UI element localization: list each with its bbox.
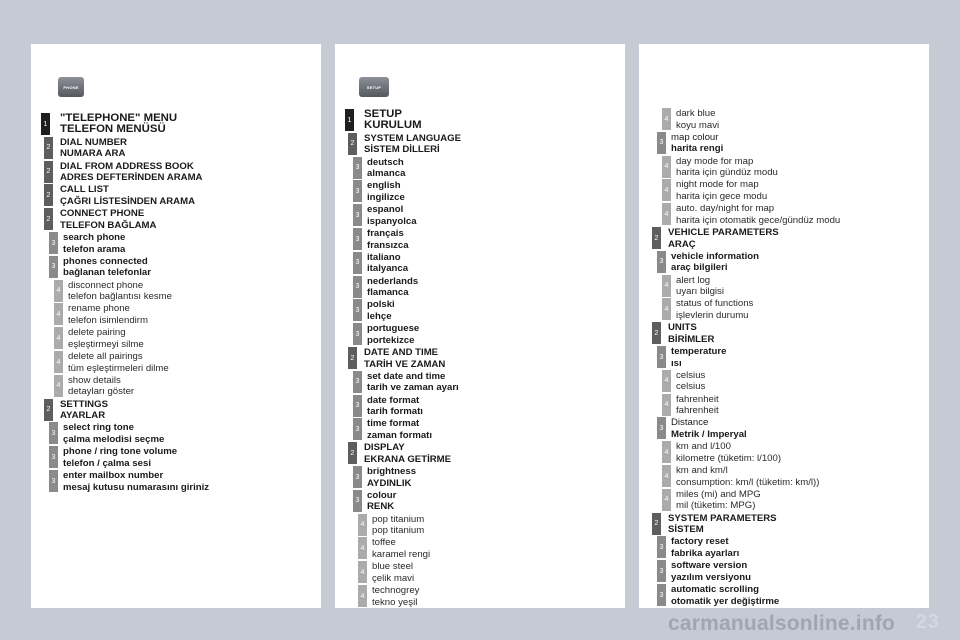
menu-entry-text — [676, 370, 705, 393]
level-badge: 3 — [353, 252, 362, 274]
menu-entry-text — [60, 137, 127, 160]
menu-entry-label: nederlands — [367, 275, 419, 287]
level-badge: 4 — [662, 489, 671, 511]
menu-entry-translation: ispanyolca — [367, 215, 417, 227]
phone-key-icon: PHONE — [58, 77, 84, 97]
menu-entry-text — [364, 133, 461, 156]
level-badge: 4 — [662, 156, 671, 178]
menu-entry-label: dark blue — [676, 108, 716, 119]
menu-entry-label: français — [367, 228, 404, 239]
level-badge: 2 — [652, 227, 661, 249]
menu-entry-label: enter mailbox number — [63, 470, 164, 481]
level-badge: 4 — [662, 441, 671, 463]
menu-entry-text — [367, 252, 408, 275]
menu-entry-translation: işlevlerin durumu — [676, 309, 749, 321]
level-badge: 4 — [54, 303, 63, 325]
menu-entry-text — [68, 280, 172, 303]
level-badge: 3 — [657, 417, 666, 439]
menu-entry-text — [367, 466, 416, 489]
menu-entry-text — [676, 275, 724, 298]
menu-entry-text — [676, 465, 819, 488]
menu-entry-label: polski — [367, 299, 395, 311]
menu-entry-translation: harita için otomatik gece/gündüz modu — [676, 214, 841, 226]
level-badge: 2 — [652, 322, 661, 344]
menu-entry-translation: tarih formatı — [367, 406, 423, 418]
menu-entry-label: delete pairing — [68, 327, 126, 339]
menu-entry-label: SYSTEM PARAMETERS — [668, 512, 777, 524]
menu-entry-label: status of functions — [676, 298, 754, 310]
menu-entry-translation: araç bilgileri — [671, 262, 728, 274]
level-badge: 3 — [49, 232, 58, 254]
menu-entry-translation: AYDINLIK — [367, 477, 412, 489]
menu-entry-translation: uyarı bilgisi — [676, 286, 724, 298]
level-badge: 4 — [54, 351, 63, 373]
menu-entry-text — [367, 276, 418, 299]
menu-entry-translation: ADRES DEFTERİNDEN ARAMA — [60, 172, 203, 184]
menu-entry-translation: consumption: km/l (tüketim: km/l)) — [676, 476, 820, 488]
menu-entry-text — [676, 394, 719, 417]
menu-entry-translation: telefon bağlantısı kesme — [68, 291, 172, 303]
menu-entry-translation: tarih ve zaman ayarı — [367, 382, 459, 394]
level-badge: 4 — [358, 514, 367, 536]
menu-entry-text — [668, 227, 779, 250]
menu-entry-text — [676, 156, 778, 179]
menu-entry-text — [367, 204, 417, 227]
level-badge: 4 — [54, 375, 63, 397]
menu-entry-text — [60, 208, 156, 231]
menu-entry-label: DIAL FROM ADDRESS BOOK — [60, 160, 194, 172]
menu-entry-label: day mode for map — [676, 155, 754, 167]
menu-entry-text — [671, 132, 723, 155]
level-badge: 3 — [353, 299, 362, 321]
menu-entry-label: VEHICLE PARAMETERS — [668, 227, 779, 238]
menu-entry-text — [671, 560, 751, 583]
level-badge: 3 — [353, 418, 362, 440]
menu-entry-label: DATE AND TIME — [364, 347, 439, 358]
menu-entry-text — [676, 203, 840, 226]
menu-entry-label: SETUP — [364, 108, 402, 120]
menu-entry-text — [60, 399, 108, 422]
menu-entry-translation: mil (tüketim: MPG) — [676, 500, 756, 512]
level-badge: 3 — [353, 371, 362, 393]
menu-entry-label: delete all pairings — [68, 351, 143, 362]
menu-entry-text — [60, 184, 195, 207]
menu-entry-translation: ÇAĞRI LİSTESİNDEN ARAMA — [60, 195, 196, 207]
menu-entry-text — [364, 442, 451, 465]
menu-entry-label: "TELEPHONE" MENU — [60, 112, 178, 124]
menu-entry-translation: eşleştirmeyi silme — [68, 338, 144, 350]
level-badge: 4 — [54, 327, 63, 349]
level-badge: 2 — [348, 347, 357, 369]
menu-entry-translation: celsius — [676, 381, 706, 393]
menu-entry-translation: portekizce — [367, 334, 415, 346]
menu-entry-label: show details — [68, 374, 121, 386]
level-badge: 2 — [348, 133, 357, 155]
menu-entry-label: km and km/l — [676, 465, 728, 476]
level-badge: 4 — [54, 280, 63, 302]
menu-entry-label: deutsch — [367, 156, 404, 168]
menu-entry-label: night mode for map — [676, 179, 759, 191]
menu-entry-label: espanol — [367, 204, 404, 216]
menu-entry-translation: NUMARA ARA — [60, 148, 126, 160]
menu-entry-translation: fabrika ayarları — [671, 547, 740, 559]
setup-menu-panel — [335, 44, 625, 608]
level-badge: 3 — [657, 560, 666, 582]
menu-entry-label: phones connected — [63, 255, 148, 267]
level-badge: 3 — [657, 132, 666, 154]
menu-entry-text — [372, 561, 414, 584]
menu-entry-translation: çalma melodisi seçme — [63, 433, 165, 445]
menu-entry-label: factory reset — [671, 536, 729, 548]
menu-entry-translation: zaman formatı — [367, 429, 433, 441]
menu-entry-text — [367, 395, 423, 418]
menu-entry-label: DISPLAY — [364, 442, 405, 454]
menu-entry-text — [68, 327, 144, 350]
menu-entry-translation: pop titanium — [372, 525, 425, 537]
menu-entry-translation: AYARLAR — [60, 410, 106, 422]
menu-entry-translation: telefon / çalma sesi — [63, 457, 151, 469]
watermark: carmanualsonline.info — [668, 612, 896, 635]
level-badge: 3 — [49, 422, 58, 444]
menu-entry-label: temperature — [671, 346, 727, 357]
level-badge: 4 — [662, 465, 671, 487]
menu-entry-label: CALL LIST — [60, 184, 109, 196]
menu-entry-label: date format — [367, 394, 420, 406]
menu-entry-text — [63, 422, 164, 445]
level-badge: 3 — [353, 323, 362, 345]
menu-entry-text — [372, 537, 430, 560]
menu-entry-label: fahrenheit — [676, 393, 719, 405]
level-badge: 4 — [662, 108, 671, 130]
menu-entry-text — [367, 299, 395, 322]
menu-entry-translation: SİSTEM — [668, 524, 704, 536]
level-badge: 3 — [353, 157, 362, 179]
menu-entry-translation: harita rengi — [671, 143, 724, 155]
menu-entry-text — [68, 375, 134, 398]
menu-entry-label: portuguese — [367, 323, 420, 335]
level-badge: 3 — [657, 346, 666, 368]
menu-entry-translation: SİSTEM DİLLERİ — [364, 144, 440, 156]
level-badge: 1 — [41, 113, 50, 135]
level-badge: 2 — [44, 208, 53, 230]
menu-entry-translation: ARAÇ — [668, 238, 696, 250]
menu-entry-translation: detayları göster — [68, 386, 135, 398]
menu-entry-translation: çelik mavi — [372, 572, 415, 584]
menu-entry-label: search phone — [63, 232, 126, 243]
level-badge: 2 — [44, 399, 53, 421]
level-badge: 3 — [353, 466, 362, 488]
menu-entry-translation: mesaj kutusu numarasını giriniz — [63, 481, 210, 493]
menu-entry-text — [63, 232, 125, 255]
level-badge: 2 — [652, 513, 661, 535]
menu-entry-label: select ring tone — [63, 422, 134, 434]
level-badge: 3 — [353, 276, 362, 298]
menu-entry-label: italiano — [367, 251, 401, 263]
level-badge: 4 — [662, 179, 671, 201]
menu-entry-text — [676, 441, 781, 464]
menu-entry-text — [676, 489, 761, 512]
menu-entry-text — [63, 470, 209, 493]
menu-entry-label: technogrey — [372, 585, 420, 596]
menu-entry-label: map colour — [671, 131, 719, 143]
menu-entry-translation: italyanca — [367, 263, 409, 275]
level-badge: 3 — [657, 584, 666, 606]
menu-entry-text — [671, 251, 759, 274]
level-badge: 3 — [657, 251, 666, 273]
level-badge: 3 — [49, 470, 58, 492]
menu-entry-label: UNITS — [668, 322, 697, 334]
menu-entry-text — [60, 113, 177, 135]
menu-entry-text — [60, 161, 203, 184]
level-badge: 3 — [353, 180, 362, 202]
menu-entry-translation: TELEFON BAĞLAMA — [60, 219, 157, 231]
menu-entry-translation: almanca — [367, 168, 406, 180]
menu-entry-translation: telefon arama — [63, 243, 126, 255]
phone-menu-panel — [31, 44, 321, 608]
menu-entry-label: blue steel — [372, 561, 414, 573]
menu-entry-text — [372, 514, 424, 537]
menu-entry-translation: kilometre (tüketim: l/100) — [676, 452, 782, 464]
menu-entry-translation: otomatik yer değiştirme — [671, 595, 780, 607]
menu-entry-text — [367, 371, 459, 394]
menu-entry-label: english — [367, 180, 401, 192]
menu-entry-text — [68, 351, 169, 374]
menu-entry-text — [68, 303, 148, 326]
menu-entry-label: colour — [367, 489, 397, 501]
menu-entry-translation: fahrenheit — [676, 405, 719, 417]
level-badge: 3 — [353, 228, 362, 250]
level-badge: 3 — [353, 395, 362, 417]
menu-entry-translation: flamanca — [367, 287, 409, 299]
level-badge: 4 — [358, 585, 367, 607]
menu-entry-text — [668, 322, 714, 345]
menu-entry-label: brightness — [367, 466, 417, 477]
menu-entry-translation: koyu mavi — [676, 119, 720, 131]
level-badge: 4 — [358, 537, 367, 559]
menu-entry-label: toffee — [372, 537, 396, 549]
menu-entry-text — [367, 157, 405, 180]
menu-entry-translation: karamel rengi — [372, 548, 431, 560]
menu-entry-text — [63, 446, 177, 469]
menu-entry-translation: EKRANA GETİRME — [364, 453, 452, 465]
menu-entry-label: SYSTEM LANGUAGE — [364, 132, 462, 144]
menu-entry-text — [367, 418, 432, 441]
menu-entry-label: pop titanium — [372, 513, 425, 525]
menu-entry-translation: ısı — [671, 357, 682, 369]
menu-entry-text — [668, 513, 777, 536]
menu-entry-label: alert log — [676, 274, 711, 286]
level-badge: 4 — [662, 370, 671, 392]
menu-entry-text — [676, 108, 719, 131]
menu-entry-label: km and l/100 — [676, 441, 731, 453]
level-badge: 2 — [348, 442, 357, 464]
level-badge: 3 — [353, 204, 362, 226]
level-badge: 4 — [662, 275, 671, 297]
menu-entry-translation: tüm eşleştirmeleri dilme — [68, 362, 169, 374]
menu-entry-text — [671, 584, 779, 607]
menu-entry-label: set date and time — [367, 370, 446, 382]
level-badge: 2 — [44, 137, 53, 159]
menu-entry-label: CONNECT PHONE — [60, 208, 145, 220]
level-badge: 4 — [662, 203, 671, 225]
menu-entry-text — [367, 228, 409, 251]
menu-entry-text — [63, 256, 151, 279]
menu-entry-label: miles (mi) and MPG — [676, 488, 761, 500]
menu-entry-label: Distance — [671, 417, 709, 429]
menu-entry-label: DIAL NUMBER — [60, 136, 127, 148]
menu-entry-translation: BİRİMLER — [668, 333, 715, 345]
menu-entry-translation: harita için gündüz modu — [676, 167, 778, 179]
menu-entry-label: SETTINGS — [60, 398, 108, 410]
menu-entry-translation: tekno yeşil — [372, 596, 418, 608]
menu-entry-label: disconnect phone — [68, 279, 144, 291]
menu-entry-label: celsius — [676, 369, 706, 381]
setup-key-icon: SETUP — [359, 77, 389, 97]
menu-entry-translation: fransızca — [367, 239, 409, 251]
menu-entry-translation: KURULUM — [364, 119, 422, 131]
menu-entry-text — [367, 490, 396, 513]
menu-entry-text — [372, 585, 419, 608]
menu-entry-label: automatic scrolling — [671, 584, 759, 595]
menu-entry-translation: Metrik / Imperyal — [671, 428, 747, 440]
level-badge: 2 — [44, 161, 53, 183]
menu-entry-translation: TELEFON MENÜSÜ — [60, 123, 166, 135]
menu-entry-label: rename phone — [68, 303, 130, 315]
menu-entry-text — [676, 179, 767, 202]
level-badge: 1 — [345, 109, 354, 131]
menu-entry-translation: TARİH VE ZAMAN — [364, 358, 446, 370]
menu-entry-text — [364, 109, 422, 131]
level-badge: 3 — [49, 256, 58, 278]
menu-entry-label: time format — [367, 418, 420, 430]
level-badge: 3 — [353, 490, 362, 512]
menu-entry-label: vehicle information — [671, 250, 759, 262]
menu-entry-text — [367, 323, 419, 346]
menu-entry-translation: ingilizce — [367, 191, 405, 203]
level-badge: 3 — [657, 536, 666, 558]
menu-entry-text — [676, 298, 753, 321]
level-badge: 2 — [44, 184, 53, 206]
level-badge: 4 — [662, 298, 671, 320]
menu-entry-text — [367, 180, 405, 203]
menu-entry-label: software version — [671, 560, 748, 572]
menu-entry-translation: harita için gece modu — [676, 190, 768, 202]
menu-entry-label: auto. day/night for map — [676, 203, 775, 215]
level-badge: 3 — [49, 446, 58, 468]
menu-entry-translation: yazılım versiyonu — [671, 571, 751, 583]
page-number: 23 — [915, 611, 940, 633]
menu-entry-text — [671, 346, 726, 369]
menu-entry-translation: RENK — [367, 501, 395, 513]
menu-entry-text — [364, 347, 445, 370]
menu-entry-text — [671, 417, 747, 440]
level-badge: 4 — [358, 561, 367, 583]
menu-entry-translation: bağlanan telefonlar — [63, 267, 151, 279]
menu-entry-translation: lehçe — [367, 310, 392, 322]
menu-entry-text — [671, 536, 739, 559]
menu-entry-label: phone / ring tone volume — [63, 446, 178, 458]
menu-entry-translation: telefon isimlendirm — [68, 314, 148, 326]
level-badge: 4 — [662, 394, 671, 416]
setup-menu-continued-panel — [639, 44, 929, 608]
